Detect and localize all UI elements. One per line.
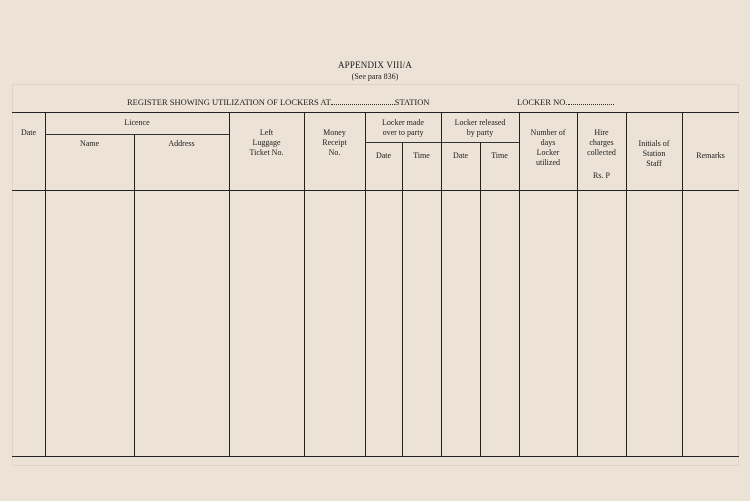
- header-made-over-time: Time: [413, 151, 430, 160]
- header-money-receipt-line-3: No.: [328, 148, 341, 157]
- header-rs-p: Rs. P: [593, 171, 610, 180]
- header-initials-line-3: Staff: [646, 159, 662, 168]
- header-left-luggage-line-2: Luggage: [252, 138, 281, 147]
- col-rule-10: [577, 112, 578, 456]
- col-rule-4: [304, 112, 305, 456]
- header-address: Address: [168, 139, 195, 148]
- header-number-of-days-line-1: Number of: [530, 128, 566, 137]
- header-initials-line-2: Station: [642, 149, 666, 158]
- locker-no-label: LOCKER NO.: [517, 97, 568, 107]
- station-label: STATION: [394, 97, 430, 107]
- col-rule-3: [229, 112, 230, 456]
- header-money-receipt: [304, 128, 365, 158]
- header-money-receipt-line-2: Receipt: [322, 138, 347, 147]
- header-date: Date: [20, 128, 37, 137]
- header-money-receipt-line-1: Money: [323, 128, 346, 137]
- register-title: REGISTER SHOWING UTILIZATION OF LOCKERS AT: [127, 97, 331, 107]
- header-locker-released-line-2: by party: [466, 128, 494, 137]
- table-bottom-rule: [12, 456, 739, 457]
- header-hire-charges: [577, 128, 626, 158]
- licence-sub-rule: [45, 134, 229, 135]
- header-licence: Licence: [124, 118, 150, 127]
- header-name: Name: [79, 139, 100, 148]
- header-left-luggage-line-1: Left: [259, 128, 274, 137]
- appendix-title: APPENDIX VIII/A: [337, 60, 413, 70]
- col-rule-7: [441, 112, 442, 456]
- station-blank: [331, 96, 395, 105]
- col-rule-6: [402, 142, 403, 456]
- table-top-rule: [12, 112, 739, 113]
- header-number-of-days-line-3: Locker: [536, 148, 560, 157]
- col-rule-8: [480, 142, 481, 456]
- header-locker-made-over-line-1: Locker made: [382, 118, 424, 127]
- header-initials: [626, 139, 682, 169]
- locker-no-line: [517, 96, 614, 107]
- header-released-date: Date: [452, 151, 469, 160]
- header-initials-line-1: Initials of: [638, 139, 670, 148]
- locker-sub-rule: [365, 142, 519, 143]
- header-locker-made-over: [365, 118, 441, 138]
- header-locker-made-over-line-2: over to party: [382, 128, 424, 137]
- header-number-of-days-line-2: days: [540, 138, 556, 147]
- header-made-over-date: Date: [375, 151, 392, 160]
- header-bottom-rule: [12, 190, 739, 191]
- locker-no-blank: [568, 96, 614, 105]
- col-rule-1: [45, 112, 46, 456]
- header-released-time: Time: [491, 151, 508, 160]
- header-remarks: Remarks: [696, 151, 725, 160]
- see-para-reference: (See para 836): [351, 72, 399, 81]
- header-locker-released-line-1: Locker released: [454, 118, 506, 127]
- col-rule-2: [134, 134, 135, 456]
- col-rule-5: [365, 112, 366, 456]
- header-number-of-days-line-4: utilized: [536, 158, 560, 167]
- header-left-luggage-line-3: Ticket No.: [249, 148, 284, 157]
- header-hire-charges-line-3: collected: [587, 148, 616, 157]
- header-locker-released: [441, 118, 519, 138]
- header-number-of-days: [519, 128, 577, 168]
- col-rule-12: [682, 112, 683, 456]
- header-hire-charges-line-2: charges: [589, 138, 614, 147]
- register-title-line: [127, 96, 430, 107]
- header-hire-charges-line-1: Hire: [594, 128, 609, 137]
- header-left-luggage: [229, 128, 304, 158]
